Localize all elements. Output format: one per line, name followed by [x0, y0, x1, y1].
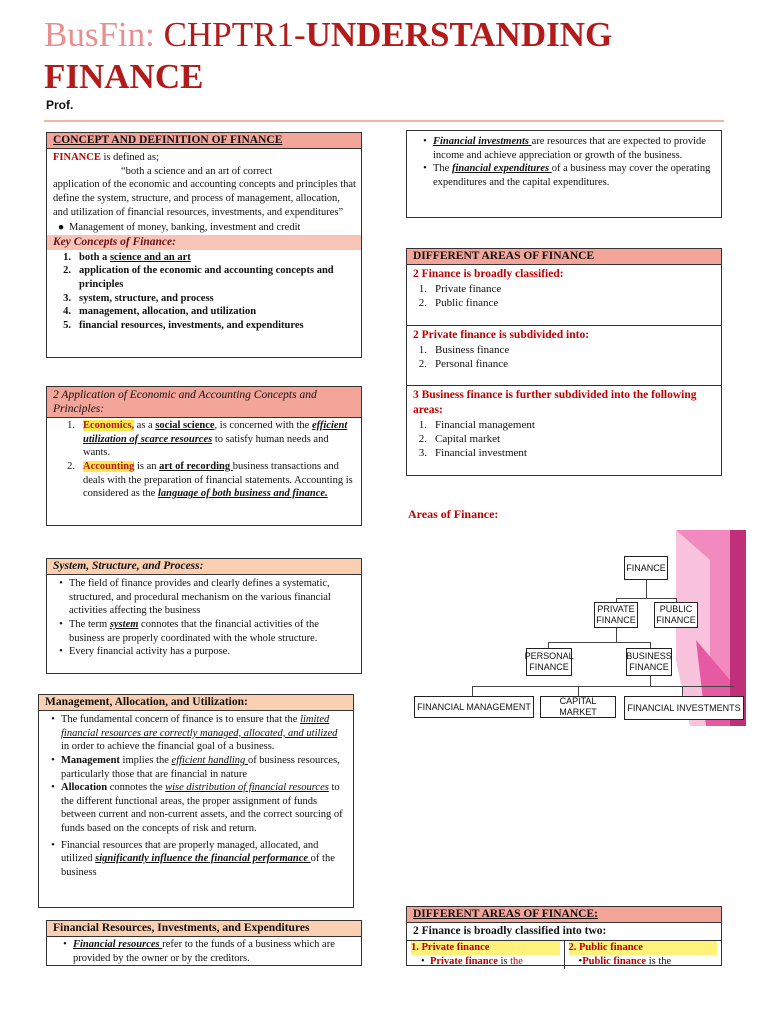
node-financial-investments: FINANCIAL INVESTMENTS: [624, 696, 744, 720]
areas2-sub: 2 Finance is broadly classified into two:: [407, 923, 721, 941]
list-item: 3. Financial investment: [418, 447, 527, 460]
areas-section-1-heading: 2 Finance is broadly classified:: [413, 268, 564, 280]
areas2-col-1-heading: 1. Private finance: [411, 941, 560, 955]
areas-box: [406, 248, 722, 476]
resources-heading: Financial Resources, Investments, and Expenditures: [47, 921, 361, 937]
areas2-col-1: [407, 941, 565, 969]
professor-label: Prof.: [46, 98, 74, 112]
areas-box-2: [406, 906, 722, 966]
areas-diagram: [410, 548, 750, 728]
system-heading: System, Structure, and Process:: [47, 559, 361, 575]
areas-section-2-heading: 2 Private finance is subdivided into:: [413, 329, 590, 341]
investments-box: [406, 130, 722, 218]
concept-box: [46, 132, 362, 358]
areas2-col-2-heading: 2. Public finance: [569, 941, 718, 955]
system-box: [46, 558, 362, 674]
list-item: 2. Public finance: [418, 297, 499, 310]
list-item: 2. Capital market: [418, 433, 501, 446]
list-item: 2. application of the economic and accounting concepts and principles: [63, 265, 334, 291]
areas2-col-2-text: •Public finance is the: [578, 955, 672, 967]
list-item: 1. Economics, as a social science, is concerned with the efficient utilization of scarce resources to satisfy human needs and wants.: [67, 420, 348, 459]
quote-rest: application of the economic and accounting concepts and principles that define the system, structure, and process of management, allocation, and utilization of financial resources, investments, and expenditures”: [53, 179, 356, 218]
areas-heading: DIFFERENT AREAS OF FINANCE: [407, 249, 721, 265]
title-bold-1: UNDERSTANDING: [305, 15, 613, 54]
finance-word: FINANCE: [53, 152, 101, 163]
application-heading: 2 Application of Economic and Accounting Concepts and Principles:: [47, 387, 361, 418]
node-personal-finance: PERSONAL FINANCE: [526, 648, 572, 676]
node-private-finance: PRIVATE FINANCE: [594, 602, 638, 628]
list-item: • The term system connotes that the financial activities of the business are properly coordinated with the whole structure.: [59, 618, 319, 644]
list-item: • The field of finance provides and clearly defines a systematic, structured, and procedural mechanism on the various financial activities affecting the business: [59, 578, 331, 617]
list-item: 2. Accounting is an art of recording business transactions and deals with the preparation of financial statements. Accounting is considered as the language of both business and finance.: [67, 460, 353, 500]
list-item: • Financial investments are resources that are expected to provide income and achieve appreciation or growth of the business.: [423, 136, 706, 161]
areas-section-3: [407, 386, 721, 465]
node-financial-management: FINANCIAL MANAGEMENT: [414, 696, 534, 718]
areas2-col-2: [565, 941, 722, 969]
concept-bullet: ● Management of money, banking, investment and credit: [57, 222, 301, 234]
list-item: 2. Personal finance: [418, 358, 508, 371]
defined-as-text: is defined as;: [100, 152, 159, 163]
concept-heading: CONCEPT AND DEFINITION OF FINANCE: [47, 133, 361, 149]
list-item: • The fundamental concern of finance is to ensure that the limited financial resources are correctly managed, allocated, and utilized in order to achieve the financial goal of a business.: [51, 714, 338, 753]
key-concepts-list: [47, 250, 361, 335]
application-box: [46, 386, 362, 526]
title-bold-2: FINANCE: [44, 57, 204, 96]
list-item: 1. both a science and an art: [63, 251, 191, 263]
list-item: • Allocation connotes the wise distribution of financial resources to the different functional areas, the proper assignment of funds between current and non-current assets, and the correct sourcing of funds based on the concepts of risk and return.: [51, 782, 343, 835]
quote-line-1: “both a science and an art of correct: [121, 165, 273, 177]
list-item: 3. system, structure, and process: [63, 292, 214, 304]
list-item: • The financial expenditures of a business may cover the operating expenditures and the capital expenditures.: [423, 163, 711, 188]
title-chapter: CHPTR1-: [163, 15, 306, 54]
list-item: • Financial resources that are properly managed, allocated, and utilized significantly influence the financial performance of the business: [51, 839, 335, 879]
key-concepts-heading: Key Concepts of Finance:: [47, 235, 361, 250]
management-box: [38, 694, 354, 908]
areas-section-2: [407, 326, 721, 386]
concept-bullet-text: Management of money, banking, investment and credit: [69, 222, 301, 234]
node-finance: FINANCE: [624, 556, 668, 580]
areas2-heading: DIFFERENT AREAS OF FINANCE:: [407, 907, 721, 923]
concept-definition: [47, 149, 361, 235]
title-divider: [44, 120, 724, 122]
diagram-caption: Areas of Finance:: [408, 507, 499, 521]
areas-section-1: [407, 265, 721, 326]
list-item: 5. financial resources, investments, and expenditures: [63, 320, 304, 332]
list-item: • Financial resources refer to the funds of a business which are provided by the owner or by the creditors.: [63, 939, 335, 964]
areas2-col-1-text: • Private finance is the: [421, 955, 523, 967]
page-title: [44, 14, 744, 98]
title-prefix: BusFin:: [44, 15, 164, 54]
node-capital-market: CAPITAL MARKET: [540, 696, 616, 718]
list-item: 1. Private finance: [418, 282, 502, 295]
areas-section-3-heading: 3 Business finance is further subdivided into the following areas:: [413, 389, 697, 416]
list-item: 1. Business finance: [418, 343, 510, 356]
list-item: 1. Financial management: [418, 418, 535, 431]
management-heading: Management, Allocation, and Utilization:: [39, 695, 353, 711]
list-item: • Every financial activity has a purpose.: [59, 646, 230, 658]
node-public-finance: PUBLIC FINANCE: [654, 602, 698, 628]
resources-box: [46, 920, 362, 966]
node-business-finance: BUSINESS FINANCE: [626, 648, 672, 676]
list-item: 4. management, allocation, and utilization: [63, 306, 257, 318]
list-item: • Management implies the efficient handling of business resources, particularly those that are financial in nature: [51, 754, 340, 780]
